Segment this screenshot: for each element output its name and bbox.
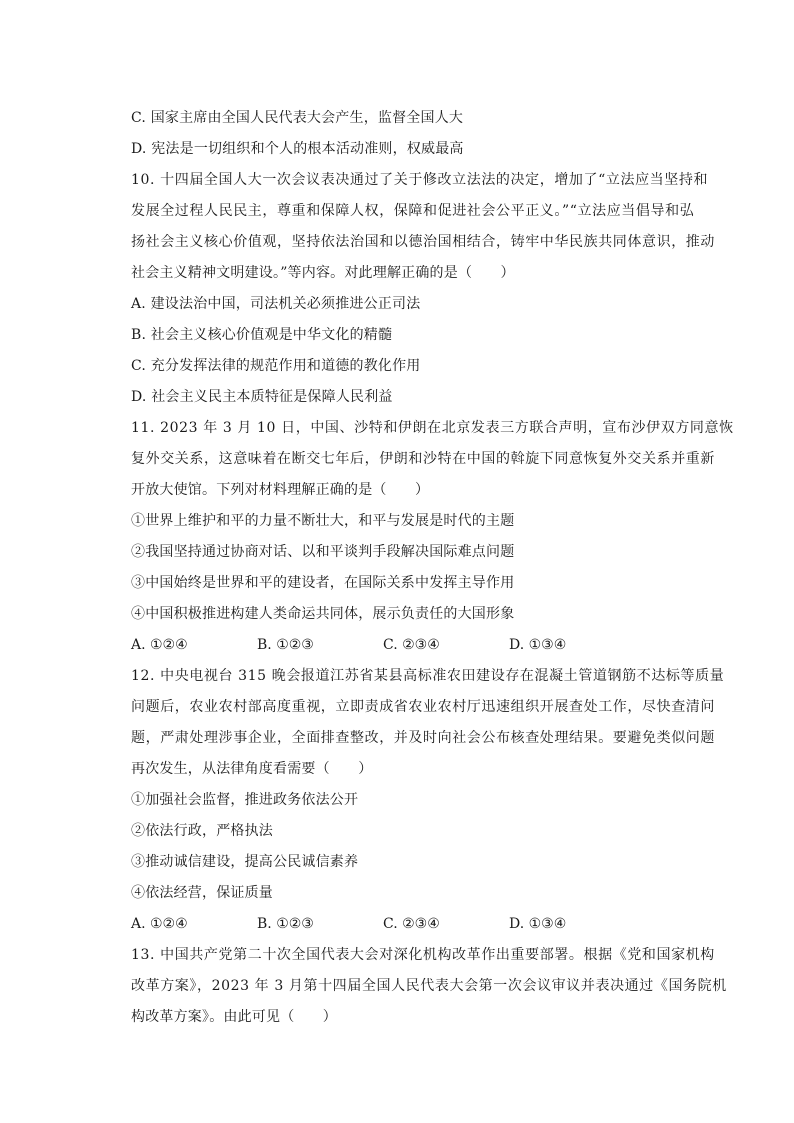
q12-stem-line-4: 再次发生，从法律角度看需要（ ）	[131, 761, 373, 777]
q11-statement-2: ②我国坚持通过协商对话、以和平谈判手段解决国际难点问题	[131, 544, 515, 560]
q10-option-c: C. 充分发挥法律的规范作用和道德的教化作用	[131, 358, 421, 374]
q10-stem-line-4: 社会主义精神文明建设。”等内容。对此理解正确的是（ ）	[131, 265, 515, 281]
q11-statement-3: ③中国始终是世界和平的建设者，在国际关系中发挥主导作用	[131, 575, 515, 591]
q11-statement-4: ④中国积极推进构建人类命运共同体，展示负责任的大国形象	[131, 606, 515, 622]
q10-option-a: A. 建设法治中国，司法机关必须推进公正司法	[131, 296, 421, 312]
q10-stem-line-2: 发展全过程人民民主，尊重和保障人权，保障和促进社会公平正义。”“立法应当倡导和弘	[131, 203, 695, 219]
q11-statement-1: ①世界上维护和平的力量不断壮大，和平与发展是时代的主题	[131, 513, 515, 529]
q10-stem-line-1: 10. 十四届全国人大一次会议表决通过了关于修改立法法的决定，增加了“立法应当坚持和	[131, 172, 709, 188]
q13-stem-line-2: 改革方案》，2023 年 3 月第十四届全国人民代表大会第一次会议审议并表决通过《国务院机	[131, 978, 727, 994]
q11-stem-line-2: 复外交关系，这意味着在断交七年后，伊朗和沙特在中国的斡旋下同意恢复外交关系并重新	[131, 451, 715, 467]
q12-option-a: A. ①②④	[131, 916, 188, 932]
q12-statement-4: ④依法经营，保证质量	[131, 885, 273, 901]
q12-options	[131, 909, 691, 940]
q11-option-a: A. ①②④	[131, 637, 188, 653]
q10-option-d: D. 社会主义民主本质特征是保障人民利益	[131, 389, 393, 405]
q12-statement-3: ③推动诚信建设，提高公民诚信素养	[131, 854, 359, 870]
q12-stem-line-1: 12. 中央电视台 315 晚会报道江苏省某县高标准农田建设存在混凝土管道钢筋不达标等质量	[131, 668, 725, 684]
q11-stem-line-3: 开放大使馆。下列对材料理解正确的是（ ）	[131, 482, 430, 498]
q10-option-b: B. 社会主义核心价值观是中华文化的精髓	[131, 327, 393, 343]
q9-option-d: D. 宪法是一切组织和个人的根本活动准则，权威最高	[131, 141, 464, 157]
exam-content	[131, 103, 734, 1033]
q11-option-d: D. ①③④	[509, 637, 567, 653]
q12-option-c: C. ②③④	[383, 916, 440, 932]
q12-option-b: B. ①②③	[257, 916, 314, 932]
q12-stem-line-3: 题，严肃处理涉事企业，全面排查整改，并及时向社会公布核查处理结果。要避免类似问题	[131, 730, 715, 746]
q11-options	[131, 630, 691, 661]
q13-stem-line-3: 构改革方案》。由此可见（ ）	[131, 1009, 337, 1025]
q11-stem-line-1: 11. 2023 年 3 月 10 日，中国、沙特和伊朗在北京发表三方联合声明，宣布沙伊双方同意恢	[131, 420, 734, 436]
q12-option-d: D. ①③④	[509, 916, 567, 932]
q12-statement-1: ①加强社会监督，推进政务依法公开	[131, 792, 359, 808]
q13-stem-line-1: 13. 中国共产党第二十次全国代表大会对深化机构改革作出重要部署。根据《党和国家机构	[131, 947, 715, 963]
q11-option-c: C. ②③④	[383, 637, 440, 653]
q12-statement-2: ②依法行政，严格执法	[131, 823, 273, 839]
q12-stem-line-2: 问题后，农业农村部高度重视，立即责成省农业农村厅迅速组织开展查处工作，尽快查清问	[131, 699, 715, 715]
q11-option-b: B. ①②③	[257, 637, 314, 653]
q10-stem-line-3: 扬社会主义核心价值观，坚持依法治国和以德治国相结合，铸牢中华民族共同体意识，推动	[131, 234, 715, 250]
q9-option-c: C. 国家主席由全国人民代表大会产生，监督全国人大	[131, 110, 464, 126]
